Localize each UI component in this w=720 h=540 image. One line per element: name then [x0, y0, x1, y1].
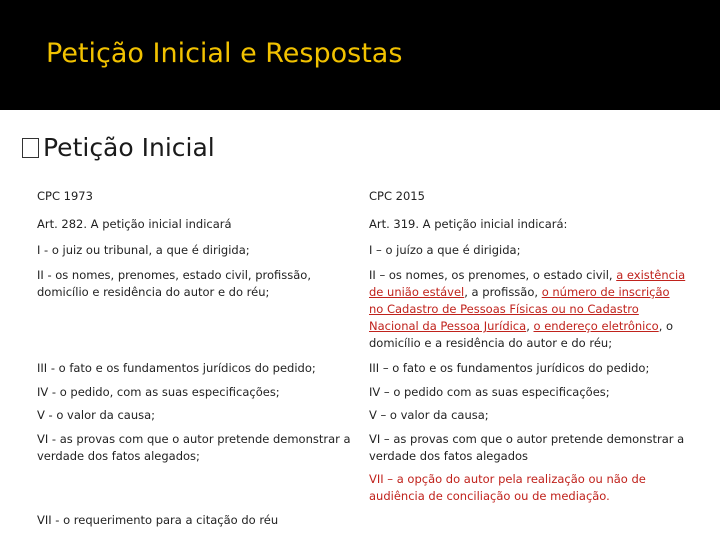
right-item-iii: III – o fato e os fundamentos jurídicos do pedido; — [369, 361, 650, 375]
right-item-ii-part1: II – os nomes, os prenomes, o estado civil, — [369, 268, 617, 282]
bullet-text: Petição Inicial — [43, 133, 215, 162]
right-item-vi: VI – as provas com que o autor pretende demonstrar a verdade dos fatos alegados — [369, 432, 685, 463]
left-item-vii: VII - o requerimento para a citação do réu — [37, 513, 279, 527]
slide-title: Petição Inicial e Respostas — [46, 38, 403, 69]
left-item-i: I - o juiz ou tribunal, a que é dirigida; — [37, 243, 250, 257]
right-art-319: Art. 319. A petição inicial indicará: — [369, 217, 568, 231]
right-item-ii-part7: , o domicílio e a residência do autor e do réu; — [369, 319, 674, 350]
left-art-282: Art. 282. A petição inicial indicará — [37, 217, 232, 231]
left-item-v: V - o valor da causa; — [37, 408, 156, 422]
right-item-ii-highlight-cpf: o número de inscrição no Cadastro de Pessoas Físicas ou no Cadastro Nacional da Pessoa Jurídica — [369, 285, 670, 333]
right-item-i: I – o juízo a que é dirigida; — [369, 243, 521, 257]
header-cpc-1973: CPC 1973 — [37, 189, 93, 203]
right-item-ii-highlight-email: o endereço eletrônico — [533, 319, 659, 333]
left-item-iv: IV - o pedido, com as suas especificações; — [37, 385, 280, 399]
left-item-iii: III - o fato e os fundamentos jurídicos do pedido; — [37, 361, 316, 375]
right-item-v: V – o valor da causa; — [369, 408, 489, 422]
right-item-ii-part5: , — [526, 319, 534, 333]
right-item-ii — [369, 267, 687, 352]
right-item-vii: VII – a opção do autor pela realização ou não de audiência de conciliação ou de mediação. — [369, 472, 646, 503]
left-item-vi: VI - as provas com que o autor pretende demonstrar a verdade dos fatos alegados; — [37, 432, 351, 463]
bullet-heading — [22, 133, 215, 162]
right-item-ii-highlight-uniao: a existência de união estável — [369, 268, 686, 299]
header-cpc-2015: CPC 2015 — [369, 189, 425, 203]
left-item-ii: II - os nomes, prenomes, estado civil, profissão, domicílio e residência do autor e do réu; — [37, 268, 312, 299]
right-item-ii-part3: , a profissão, — [464, 285, 542, 299]
bullet-box-icon — [22, 138, 39, 158]
right-item-iv: IV – o pedido com as suas especificações; — [369, 385, 610, 399]
